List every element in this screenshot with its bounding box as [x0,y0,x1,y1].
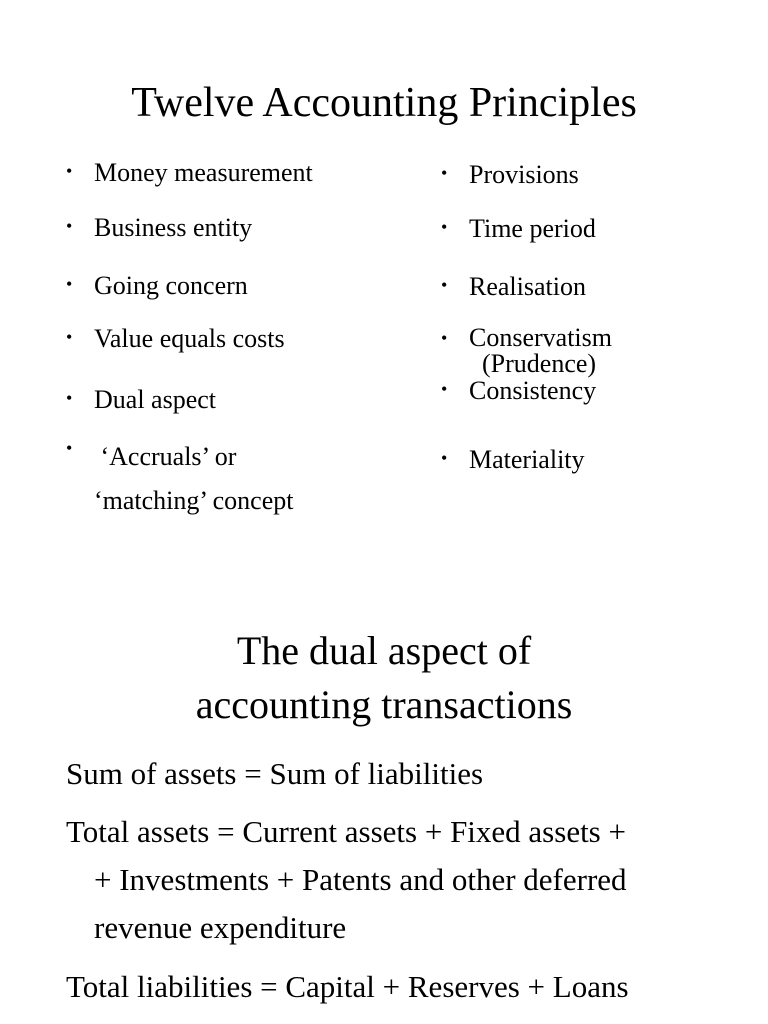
bullet-icon: • [441,328,448,348]
bullet-text [469,325,612,377]
list-item [66,158,313,188]
bullet-icon: • [66,438,73,458]
bullet-icon: • [441,379,448,399]
paragraph-line: Sum of assets = Sum of liabilities [66,756,484,791]
bullet-text-line2: ‘matching’ concept [94,486,294,515]
paragraph [66,808,726,952]
bullet-text: Money measurement [94,158,313,187]
bullet-text: Time period [469,214,596,243]
bullet-text: Realisation [469,272,586,301]
bullet-icon: • [441,163,448,183]
bullet-icon: • [66,161,73,181]
bullet-icon: • [66,274,73,294]
bullet-text-line1: Conservatism [469,323,612,352]
bullet-text: Dual aspect [94,385,217,414]
list-item [441,325,612,377]
slide-title-line1: The dual aspect of [236,628,532,673]
bullet-icon: • [66,216,73,236]
bullet-text-line1: ‘Accruals’ or [94,442,237,471]
bullet-icon: • [66,388,73,408]
slide-title [0,624,768,732]
bullet-text: Materiality [469,445,585,474]
list-item [441,445,585,475]
paragraph-line: Total assets = Current assets + Fixed assets + [66,814,626,849]
slide-title-line2: accounting transactions [195,682,573,727]
paragraph-line: + Investments + Patents and other deferred [94,862,627,897]
list-item [441,272,586,302]
bullet-icon: • [441,275,448,295]
slide-dual-aspect [0,560,768,1024]
paragraph [66,963,726,1011]
slide-title: Twelve Accounting Principles [131,80,637,126]
bullet-text [94,435,293,523]
bullet-text: Consistency [469,376,597,405]
paragraph-line: Total liabilities = Capital + Reserves + Loans [66,969,629,1004]
bullet-text: Business entity [94,213,253,242]
paragraph-line: revenue expenditure [94,910,347,945]
bullet-text-line2: (Prudence) [469,349,597,378]
bullet-text: Value equals costs [94,324,285,353]
list-item [441,214,596,244]
list-item [441,160,579,190]
list-item [66,213,252,243]
paragraph [66,750,726,798]
bullet-icon: • [441,448,448,468]
list-item [66,271,248,301]
bullet-text: Provisions [469,160,579,189]
bullet-icon: • [441,217,448,237]
list-item [441,376,596,406]
bullet-text: Going concern [94,271,248,300]
bullet-icon: • [66,327,73,347]
list-item [66,435,293,523]
list-item [66,385,216,415]
list-item [66,324,285,354]
